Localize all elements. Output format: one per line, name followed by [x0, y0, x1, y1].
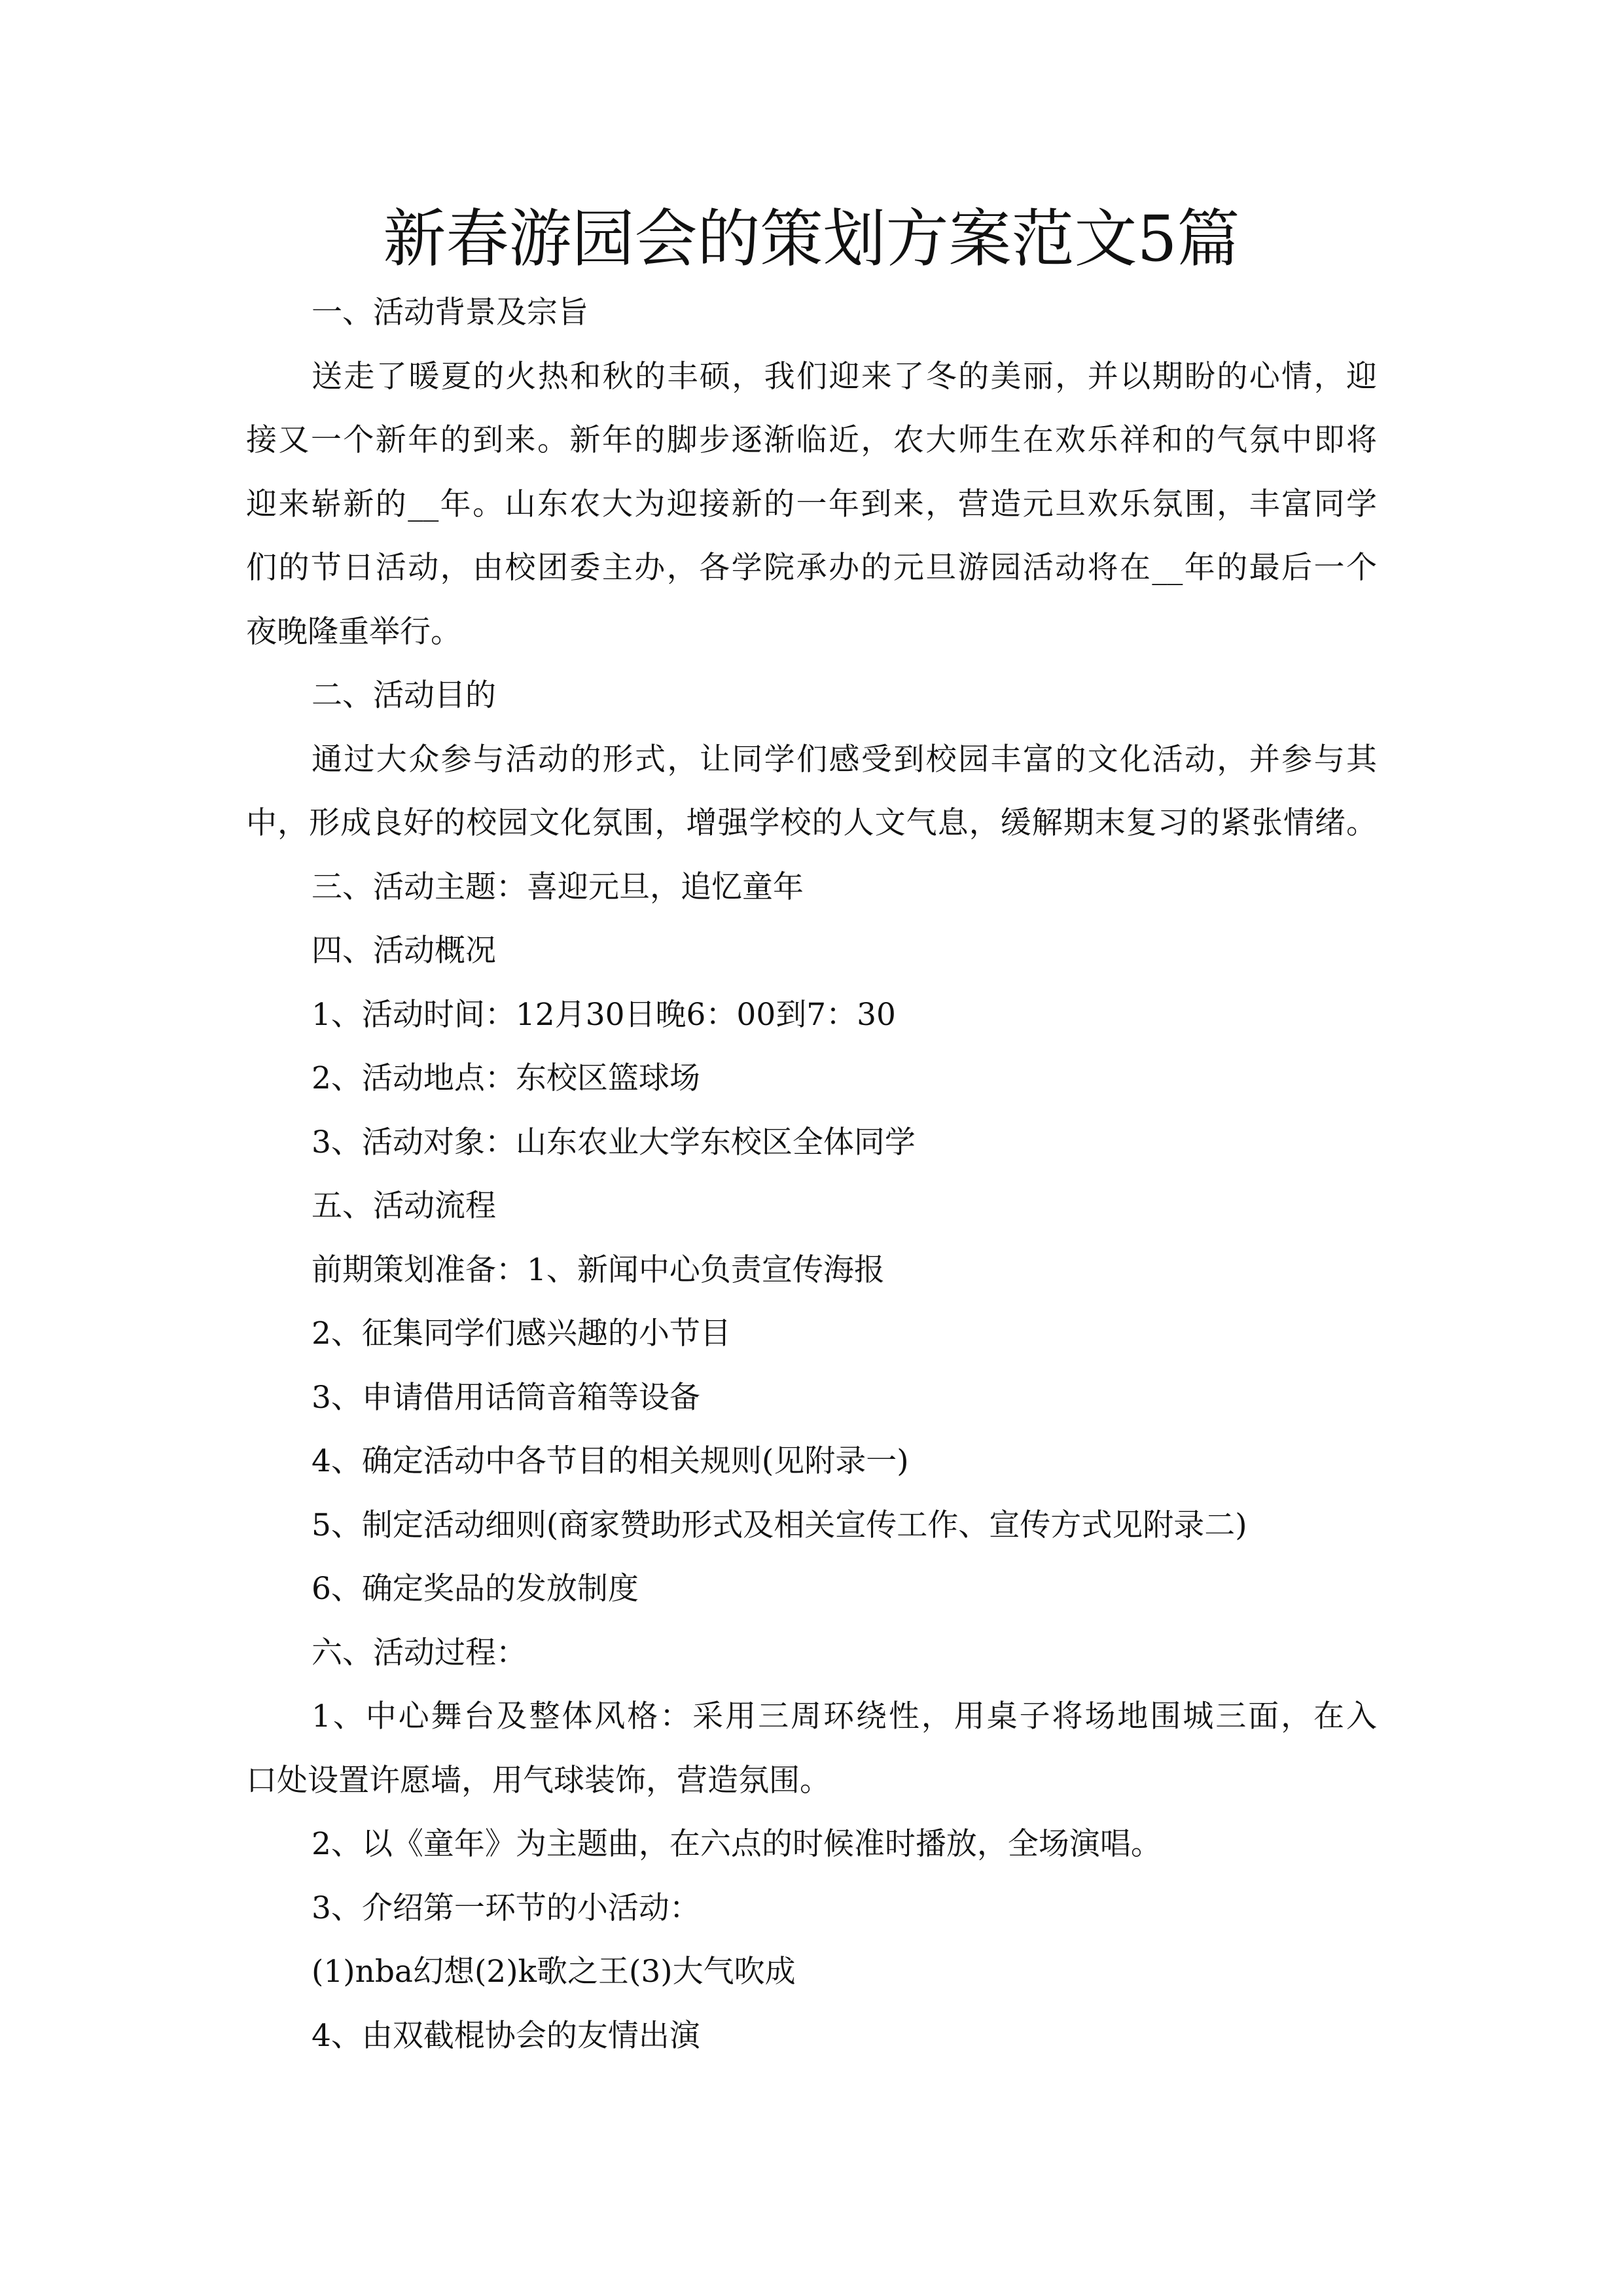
text-line: 通过大众参与活动的形式，让同学们感受到校园丰富的文化活动，并参与其 — [312, 741, 1377, 778]
text-line: 们的节日活动，由校团委主办，各学院承办的元旦游园活动将在__年的最后一个 — [246, 550, 1377, 586]
text-line: 6、确定奖品的发放制度 — [312, 1571, 639, 1607]
text-line: 4、由双截棍协会的友情出演 — [312, 2017, 700, 2054]
text-line: 送走了暖夏的火热和秋的丰硕，我们迎来了冬的美丽，并以期盼的心情，迎 — [312, 358, 1377, 395]
text-line: 夜晚隆重举行。 — [246, 613, 461, 650]
text-line: 5、制定活动细则(商家赞助形式及相关宣传工作、宣传方式见附录二) — [312, 1507, 1247, 1543]
text-line: 四、活动概况 — [312, 933, 496, 969]
text-line: 五、活动流程 — [312, 1188, 496, 1224]
text-line: 4、确定活动中各节目的相关规则(见附录一) — [312, 1443, 909, 1479]
text-line: 三、活动主题：喜迎元旦，追忆童年 — [312, 869, 804, 905]
text-line: 中，形成良好的校园文化氛围，增强学校的人文气息，缓解期末复习的紧张情绪。 — [246, 805, 1377, 841]
text-line: 2、以《童年》为主题曲，在六点的时候准时播放，全场演唱。 — [312, 1826, 1162, 1862]
text-line: 3、申请借用话筒音箱等设备 — [312, 1379, 700, 1416]
text-line: 接又一个新年的到来。新年的脚步逐渐临近，农大师生在欢乐祥和的气氛中即将 — [246, 422, 1377, 458]
document-body — [246, 281, 1377, 2068]
text-line: 口处设置许愿墙，用气球装饰，营造氛围。 — [246, 1762, 830, 1799]
text-line: 1、活动时间：12月30日晚6：00到7：30 — [312, 996, 896, 1033]
text-line: 1、中心舞台及整体风格：采用三周环绕性，用桌子将场地围城三面，在入 — [312, 1698, 1377, 1734]
text-line: 一、活动背景及宗旨 — [312, 295, 588, 331]
text-line: 2、活动地点：东校区篮球场 — [312, 1060, 700, 1096]
text-line: 六、活动过程： — [312, 1634, 527, 1671]
text-line: (1)nba幻想(2)k歌之王(3)大气吹成 — [312, 1954, 796, 1990]
text-line: 3、活动对象：山东农业大学东校区全体同学 — [312, 1124, 916, 1160]
text-line: 前期策划准备：1、新闻中心负责宣传海报 — [312, 1251, 885, 1288]
text-line: 3、介绍第一环节的小活动： — [312, 1890, 700, 1926]
text-line: 迎来崭新的__年。山东农大为迎接新的一年到来，营造元旦欢乐氛围，丰富同学 — [246, 486, 1377, 522]
document-title: 新春游园会的策划方案范文5篇 — [383, 202, 1240, 276]
text-line: 2、征集同学们感兴趣的小节目 — [312, 1316, 731, 1352]
text-line: 二、活动目的 — [312, 677, 496, 713]
